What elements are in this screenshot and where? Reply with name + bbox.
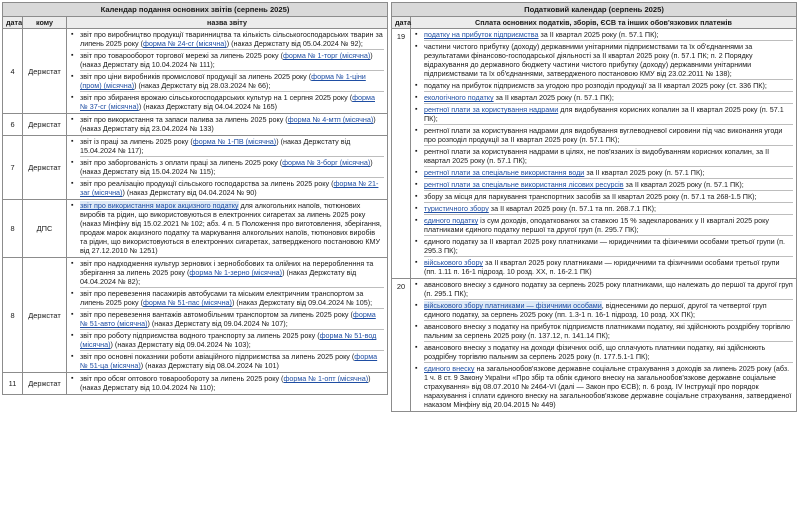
item-text: звіт про перевезення пасажирів автобусами та міським електричним транспортом за липень 2025 року (: [80, 289, 364, 307]
item-text: звіт про роботу підприємства водного транспорту за липень 2025 року (: [80, 331, 320, 340]
item-text: на загальнообов'язкове державне соціальне страхування з доходів за липень 2025 року (абз. 1 ч. 8 ст. 9 Закону України «Про збір та облік єдиного внеску на загальнообов'язкове державне соціальне страхування» від 08.07.2010 № 2464-VI (далі — Закон про ЄСВ); п. 6 розд. IV Інструкції про порядок нарахування і сплати єдиного внеску на загальнообов'язкове державне соціальне страхування, затвердженої наказом Мінфіну від 20.04.2015 № 449): [424, 364, 792, 409]
report-list: [70, 259, 384, 371]
list-item: [424, 256, 793, 277]
reports-calendar-title: Календар подання основних звітів (серпень 2025): [3, 3, 388, 17]
item-text: частини чистого прибутку (доходу) державними унітарними підприємствами та їх об'єднаннями за результатами фінансово-господарської діяльності за ІІ квартал 2025 року (п. 57.1 ПК; п. 2 Порядку відрахування до державного бюджету частини чистого прибутку (доходу) державними унітарними підприємствами та їх об'єднаннями, затвердженого постановою КМУ від 23.02.2011 № 138);: [424, 42, 753, 78]
row-reports: [67, 373, 388, 395]
item-text: ) (наказ Держстату від 09.04.2024 № 105);: [231, 298, 373, 307]
list-item: [424, 235, 793, 256]
report-list: [70, 201, 384, 256]
list-item: [80, 30, 384, 49]
list-item: [424, 299, 793, 320]
item-text: звіт про використання та запаси палива за липень 2025 року (: [80, 115, 288, 124]
list-item: [424, 341, 793, 362]
row-reports: [67, 29, 388, 114]
item-text: ) (наказ Держстату від 10.04.2024 № 110);: [80, 374, 371, 392]
reports-calendar-table: [2, 2, 388, 395]
row-date: 4: [3, 29, 23, 114]
row-recipient: Держстат: [23, 29, 67, 114]
row-reports: [67, 200, 388, 258]
document-link[interactable]: форма № 51-авто (місячна): [80, 310, 376, 328]
row-payments: [411, 279, 797, 412]
list-item: [424, 320, 793, 341]
document-link[interactable]: форма № 37-сг (місячна): [80, 93, 375, 111]
list-item: [424, 190, 793, 202]
list-item: [80, 329, 384, 350]
table-row: [3, 114, 388, 136]
item-text: ) (наказ Держстату від 28.03.2024 № 66);: [134, 81, 271, 90]
tax-calendar-table: [391, 2, 797, 412]
report-list: [70, 115, 384, 134]
row-date: 7: [3, 136, 23, 200]
table-row: [3, 373, 388, 395]
document-link[interactable]: єдиного податку: [424, 216, 479, 225]
item-text: єдиного податку за ІІ квартал 2025 року платниками — юридичними та фізичними особами третьої групи (п. 295.3 ПК);: [424, 237, 785, 255]
item-text: звіт про реалізацію продукції сільського господарства за липень 2025 року (: [80, 179, 334, 188]
item-text: звіт про надходження культур зернових і зернобобових та олійних на переробленння та зберігання за липень 2025 року (: [80, 259, 374, 277]
item-text: із сум доходів, оподаткованих за ставкою 15 % задекларованих у ІІ кварталі 2025 року платниками єдиного податку першої та другої груп (п. 295.7 ПК);: [424, 216, 769, 234]
document-link[interactable]: рентної плати за спеціальне використання лісових ресурсів: [424, 180, 624, 189]
table-row: [392, 29, 797, 279]
document-link[interactable]: рентної плати за спеціальне використання води: [424, 168, 585, 177]
report-list: [70, 374, 384, 393]
document-link[interactable]: форма № 51-пас (місячна): [143, 298, 232, 307]
list-item: [424, 280, 793, 299]
row-date: 8: [3, 258, 23, 373]
document-link[interactable]: форма № 1-торг (місячна): [283, 51, 371, 60]
reports-calendar-panel: [2, 2, 388, 395]
list-item: [80, 49, 384, 70]
payment-list: [414, 30, 793, 277]
document-link[interactable]: форма № 1-опт (місячна): [283, 374, 369, 383]
table-row: [3, 29, 388, 114]
report-list: [70, 137, 384, 198]
item-text: рентної плати за користування надрами для видобування вуглеводневої сировини під час виконання угоди про розподіл продукції за ІІ квартал 2025 року (п. 57.1 ПК);: [424, 126, 783, 144]
item-text: ) (наказ Держстату від 04.04.2024 № 82);: [80, 268, 357, 286]
row-recipient: ДПС: [23, 200, 67, 258]
list-item: [80, 308, 384, 329]
table-row: [3, 258, 388, 373]
list-item: [424, 214, 793, 235]
item-text: звіт про збирання врожаю сільськогосподарських культур на 1 серпня 2025 року (: [80, 93, 353, 102]
document-link[interactable]: звіт про використання марок акцизного податку: [80, 201, 239, 210]
document-link[interactable]: форма № 24-сг (місячна): [143, 39, 227, 48]
item-text: для алкогольних напоїв, тютюнових виробів та рідин, що використовуються в електронних сигаретах за липень 2025 року (наказ Мінфіну від 15.02.2021 № 102; абз. 4 п. 5 Положення про виготовлення, зберігання, продаж марок акцизного податку та маркування алкогольних напоїв, тютюнових виробів та рідин, що використовуються в електронних сигаретах, затвердженого постановою КМУ від 27.12.2010 № 1251): [80, 201, 382, 255]
item-text: авансового внеску з єдиного податку за серпень 2025 року платниками, що належать до першої та другої груп (п. 295.1 ПК);: [424, 280, 793, 298]
list-item: [424, 178, 793, 190]
document-link[interactable]: форма № 51-вод (місячна): [80, 331, 377, 349]
item-text: звіт про виробництво продукції тваринництва та кількість сільськогосподарських тварин за липень 2025 року (: [80, 30, 383, 48]
col-header-payments: Сплата основних податків, зборів, ЄСВ та інших обов'язкових платежів: [411, 17, 797, 29]
list-item: [80, 374, 384, 393]
col-header-report-name: назва звіту: [67, 17, 388, 29]
item-text: податку на прибуток підприємств за угодою про розподіл продукції за ІІ квартал 2025 року (ст. 336 ПК);: [424, 81, 767, 90]
document-link[interactable]: форма № 4-мтп (місячна): [287, 115, 374, 124]
table-row: [3, 200, 388, 258]
document-link[interactable]: форма № 21-заг (місячна): [80, 179, 379, 197]
document-link[interactable]: рентної плати за користування надрами: [424, 105, 559, 114]
col-header-recipient: кому: [23, 17, 67, 29]
document-link[interactable]: форма № 3-борг (місячна): [282, 158, 371, 167]
tax-calendar-title: Податковий календар (серпень 2025): [392, 3, 797, 17]
payment-list: [414, 280, 793, 410]
document-link[interactable]: військового збору платниками — фізичними особами: [424, 301, 602, 310]
item-text: ) (наказ Держстату від 23.04.2024 № 133): [80, 115, 376, 133]
document-link[interactable]: єдиного внеску: [424, 364, 475, 373]
row-recipient: Держстат: [23, 114, 67, 136]
row-reports: [67, 114, 388, 136]
document-link[interactable]: податку на прибуток підприємства: [424, 30, 539, 39]
item-text: звіт про обсяг оптового товарообороту за липень 2025 року (: [80, 374, 284, 383]
item-text: ) (наказ Держстату від 05.04.2024 № 92);: [226, 39, 363, 48]
row-date: 11: [3, 373, 23, 395]
list-item: [80, 201, 384, 256]
item-text: звіт про товарооборот торгової мережі за липень 2025 року (: [80, 51, 283, 60]
item-text: звіт про перевезення вантажів автомобільним транспортом за липень 2025 року (: [80, 310, 353, 319]
item-text: , віднесеними до першої, другої та четвертої груп єдиного податку, за серпень 2025 року (пп. 1.3-1 п. 16-1 підрозд. 10 розд. ХХ ПК);: [424, 301, 767, 319]
item-text: звіт із праці за липень 2025 року (: [80, 137, 193, 146]
document-link[interactable]: туристичного збору: [424, 204, 489, 213]
document-link[interactable]: військового збору: [424, 258, 484, 267]
list-item: [424, 202, 793, 214]
item-text: за ІІ квартал 2025 року (п. 57.1 ПК);: [584, 168, 705, 177]
item-text: за ІІ квартал 2025 року (п. 57.1 та пп. 268.7.1 ПК);: [488, 204, 656, 213]
item-text: за ІІ квартал 2025 року (п. 57.1 ПК);: [538, 30, 659, 39]
row-date: 19: [392, 29, 411, 279]
table-row: [392, 279, 797, 412]
list-item: [424, 40, 793, 79]
list-item: [80, 259, 384, 287]
list-item: [424, 79, 793, 91]
row-reports: [67, 258, 388, 373]
item-text: за ІІ квартал 2025 року (п. 57.1 ПК);: [623, 180, 744, 189]
document-link[interactable]: форма № 1-ПВ (місячна): [192, 137, 277, 146]
col-header-date: дата: [392, 17, 411, 29]
item-text: ) (наказ Держстату від 09.04.2024 № 107);: [147, 319, 288, 328]
item-text: ) (наказ Держстату від 04.04.2024 № 165): [138, 102, 278, 111]
item-text: звіт про основні показники роботи авіаційного підприємства за липень 2025 року (: [80, 352, 355, 361]
list-item: [80, 91, 384, 112]
row-recipient: Держстат: [23, 136, 67, 200]
row-payments: [411, 29, 797, 279]
col-header-date: дата: [3, 17, 23, 29]
table-row: [3, 136, 388, 200]
item-text: авансового внеску з податку на прибуток підприємств платниками податку, які здійснюють роздрібну торгівлю пальним за серпень 2025 року (п. 137.12, п. 141.14 ПК);: [424, 322, 791, 340]
list-item: [424, 91, 793, 103]
item-text: ) (наказ Держстату від 08.04.2024 № 101): [140, 361, 279, 370]
item-text: ) (наказ Держстату від 10.04.2024 № 111);: [80, 51, 373, 69]
item-text: за ІІ квартал 2025 року (п. 57.1 ПК);: [493, 93, 614, 102]
list-item: [80, 115, 384, 134]
list-item: [424, 30, 793, 40]
item-text: авансового внеску з податку на доходи фізичних осіб, що сплачують платники податку, які здійснюють роздрібну торгівлю пальним за серпень 2025 року (п. 177.5.1-1 ПК);: [424, 343, 766, 361]
list-item: [80, 156, 384, 177]
report-list: [70, 30, 384, 112]
item-text: збору за місця для паркування транспортних засобів за ІІ квартал 2025 року (п. 57.1 та 268-1.5 ПК);: [424, 192, 757, 201]
list-item: [424, 166, 793, 178]
row-date: 6: [3, 114, 23, 136]
item-text: ) (наказ Держстату від 15.04.2024 № 117);: [80, 137, 351, 155]
row-date: 8: [3, 200, 23, 258]
list-item: [80, 70, 384, 91]
item-text: ) (наказ Держстату від 15.04.2024 № 115);: [80, 158, 373, 176]
document-link[interactable]: форма № 51-ца (місячна): [80, 352, 378, 370]
list-item: [80, 137, 384, 156]
document-link[interactable]: форма № 1-ціни (пром) (місячна): [80, 72, 366, 90]
list-item: [80, 177, 384, 198]
row-recipient: Держстат: [23, 373, 67, 395]
item-text: звіт про заборгованість з оплати праці за липень 2025 року (: [80, 158, 283, 167]
item-text: звіт про ціни виробників промислової продукції за липень 2025 року (: [80, 72, 312, 81]
list-item: [80, 287, 384, 308]
tax-calendar-panel: [391, 2, 797, 412]
item-text: рентної плати за користування надрами в цілях, не пов'язаних із видобуванням корисних копалин, за ІІ квартал 2025 року (п. 57.1 ПК);: [424, 147, 770, 165]
row-reports: [67, 136, 388, 200]
list-item: [424, 362, 793, 410]
list-item: [424, 145, 793, 166]
list-item: [424, 103, 793, 124]
row-date: 20: [392, 279, 411, 412]
document-link[interactable]: форма № 1-зерно (місячна): [189, 268, 283, 277]
item-text: ) (наказ Держстату від 09.04.2024 № 103);: [110, 340, 251, 349]
document-link[interactable]: екологічного податку: [424, 93, 494, 102]
item-text: ) (наказ Держстату від 04.04.2024 № 90): [122, 188, 257, 197]
row-recipient: Держстат: [23, 258, 67, 373]
item-text: для видобування корисних копалин за ІІ квартал 2025 року (п. 57.1 ПК);: [424, 105, 784, 123]
list-item: [424, 124, 793, 145]
item-text: за ІІ квартал 2025 року платниками — юридичними та фізичними особами третьої групи (пп. 1.11 п. 16-1 підрозд. 10 розд. ХХ, п. 16-2.1 ПК): [424, 258, 780, 276]
list-item: [80, 350, 384, 371]
